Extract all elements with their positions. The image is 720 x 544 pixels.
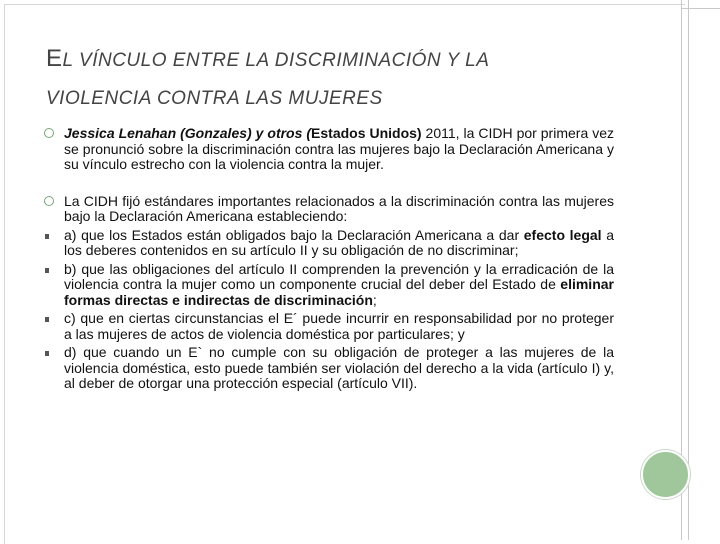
title-line2: VIOLENCIA CONTRA LAS MUJERES [46, 88, 383, 109]
case-name: Jessica Lenahan (Gonzales) y otros ( [64, 125, 312, 141]
sub-b-text-end: ; [372, 291, 377, 308]
paragraph2-text: La CIDH fijó estándares importantes relacionados a la discriminación contra las mujeres bajo la Declaración Americana estableciendo: [64, 192, 614, 224]
sub-a-bold: efecto legal [523, 226, 602, 243]
sub-b-text: b) que las obligaciones del artículo II comprenden la prevención y la erradicación de la violencia contra la mujer como un componente crucial del deber del Estado de [64, 260, 614, 292]
sub-a-text-end: a los deberes contenidos en su artículo II y su obligación de no discriminar; [64, 226, 615, 258]
square-bullet-icon [45, 317, 49, 322]
sub-item-d [44, 345, 614, 392]
sub-d-text: d) que cuando un E` no cumple con su obligación de proteger a las mujeres de la violencia doméstica, esto puede también ser violación del derecho a la vida (artículo I) y, al deber de otorgar una protección especial (artículo VII). [64, 344, 614, 391]
sub-c-text: c) que en ciertas circunstancias el E´ puede incurrir en responsabilidad por no proteger a las mujeres de actos de violencia doméstica por particulares; y [64, 310, 614, 342]
title-first-letter: E [46, 45, 63, 72]
paragraph1-text: 2011, la CIDH por primera vez se pronunció sobre la discriminación contra las mujeres bajo la Declaración Americana y su vínculo estrecho con la violencia contra la mujer. [64, 125, 614, 172]
circle-bullet-icon [44, 196, 54, 206]
sub-a-text: a) que los Estados están obligados bajo la Declaración Americana a dar [64, 226, 524, 243]
country-name: Estados Unidos) [311, 125, 422, 141]
slide-title [46, 40, 646, 118]
decorative-green-circle [641, 450, 690, 499]
title-line1: L VÍNCULO ENTRE LA DISCRIMINACIÓN Y LA [62, 50, 490, 71]
sub-b-bold: eliminar formas directas e indirectas de discriminación [64, 276, 614, 308]
square-bullet-icon [45, 234, 49, 239]
slide-body [44, 126, 614, 392]
square-bullet-icon [45, 268, 49, 273]
sub-item-c [44, 311, 614, 342]
sub-item-a [44, 228, 614, 259]
decorative-top-band [681, 0, 720, 9]
sub-item-b [44, 262, 614, 309]
circle-bullet-icon [44, 128, 54, 138]
bullet-paragraph-1 [44, 126, 614, 173]
bullet-paragraph-2 [44, 194, 614, 225]
square-bullet-icon [45, 351, 49, 356]
